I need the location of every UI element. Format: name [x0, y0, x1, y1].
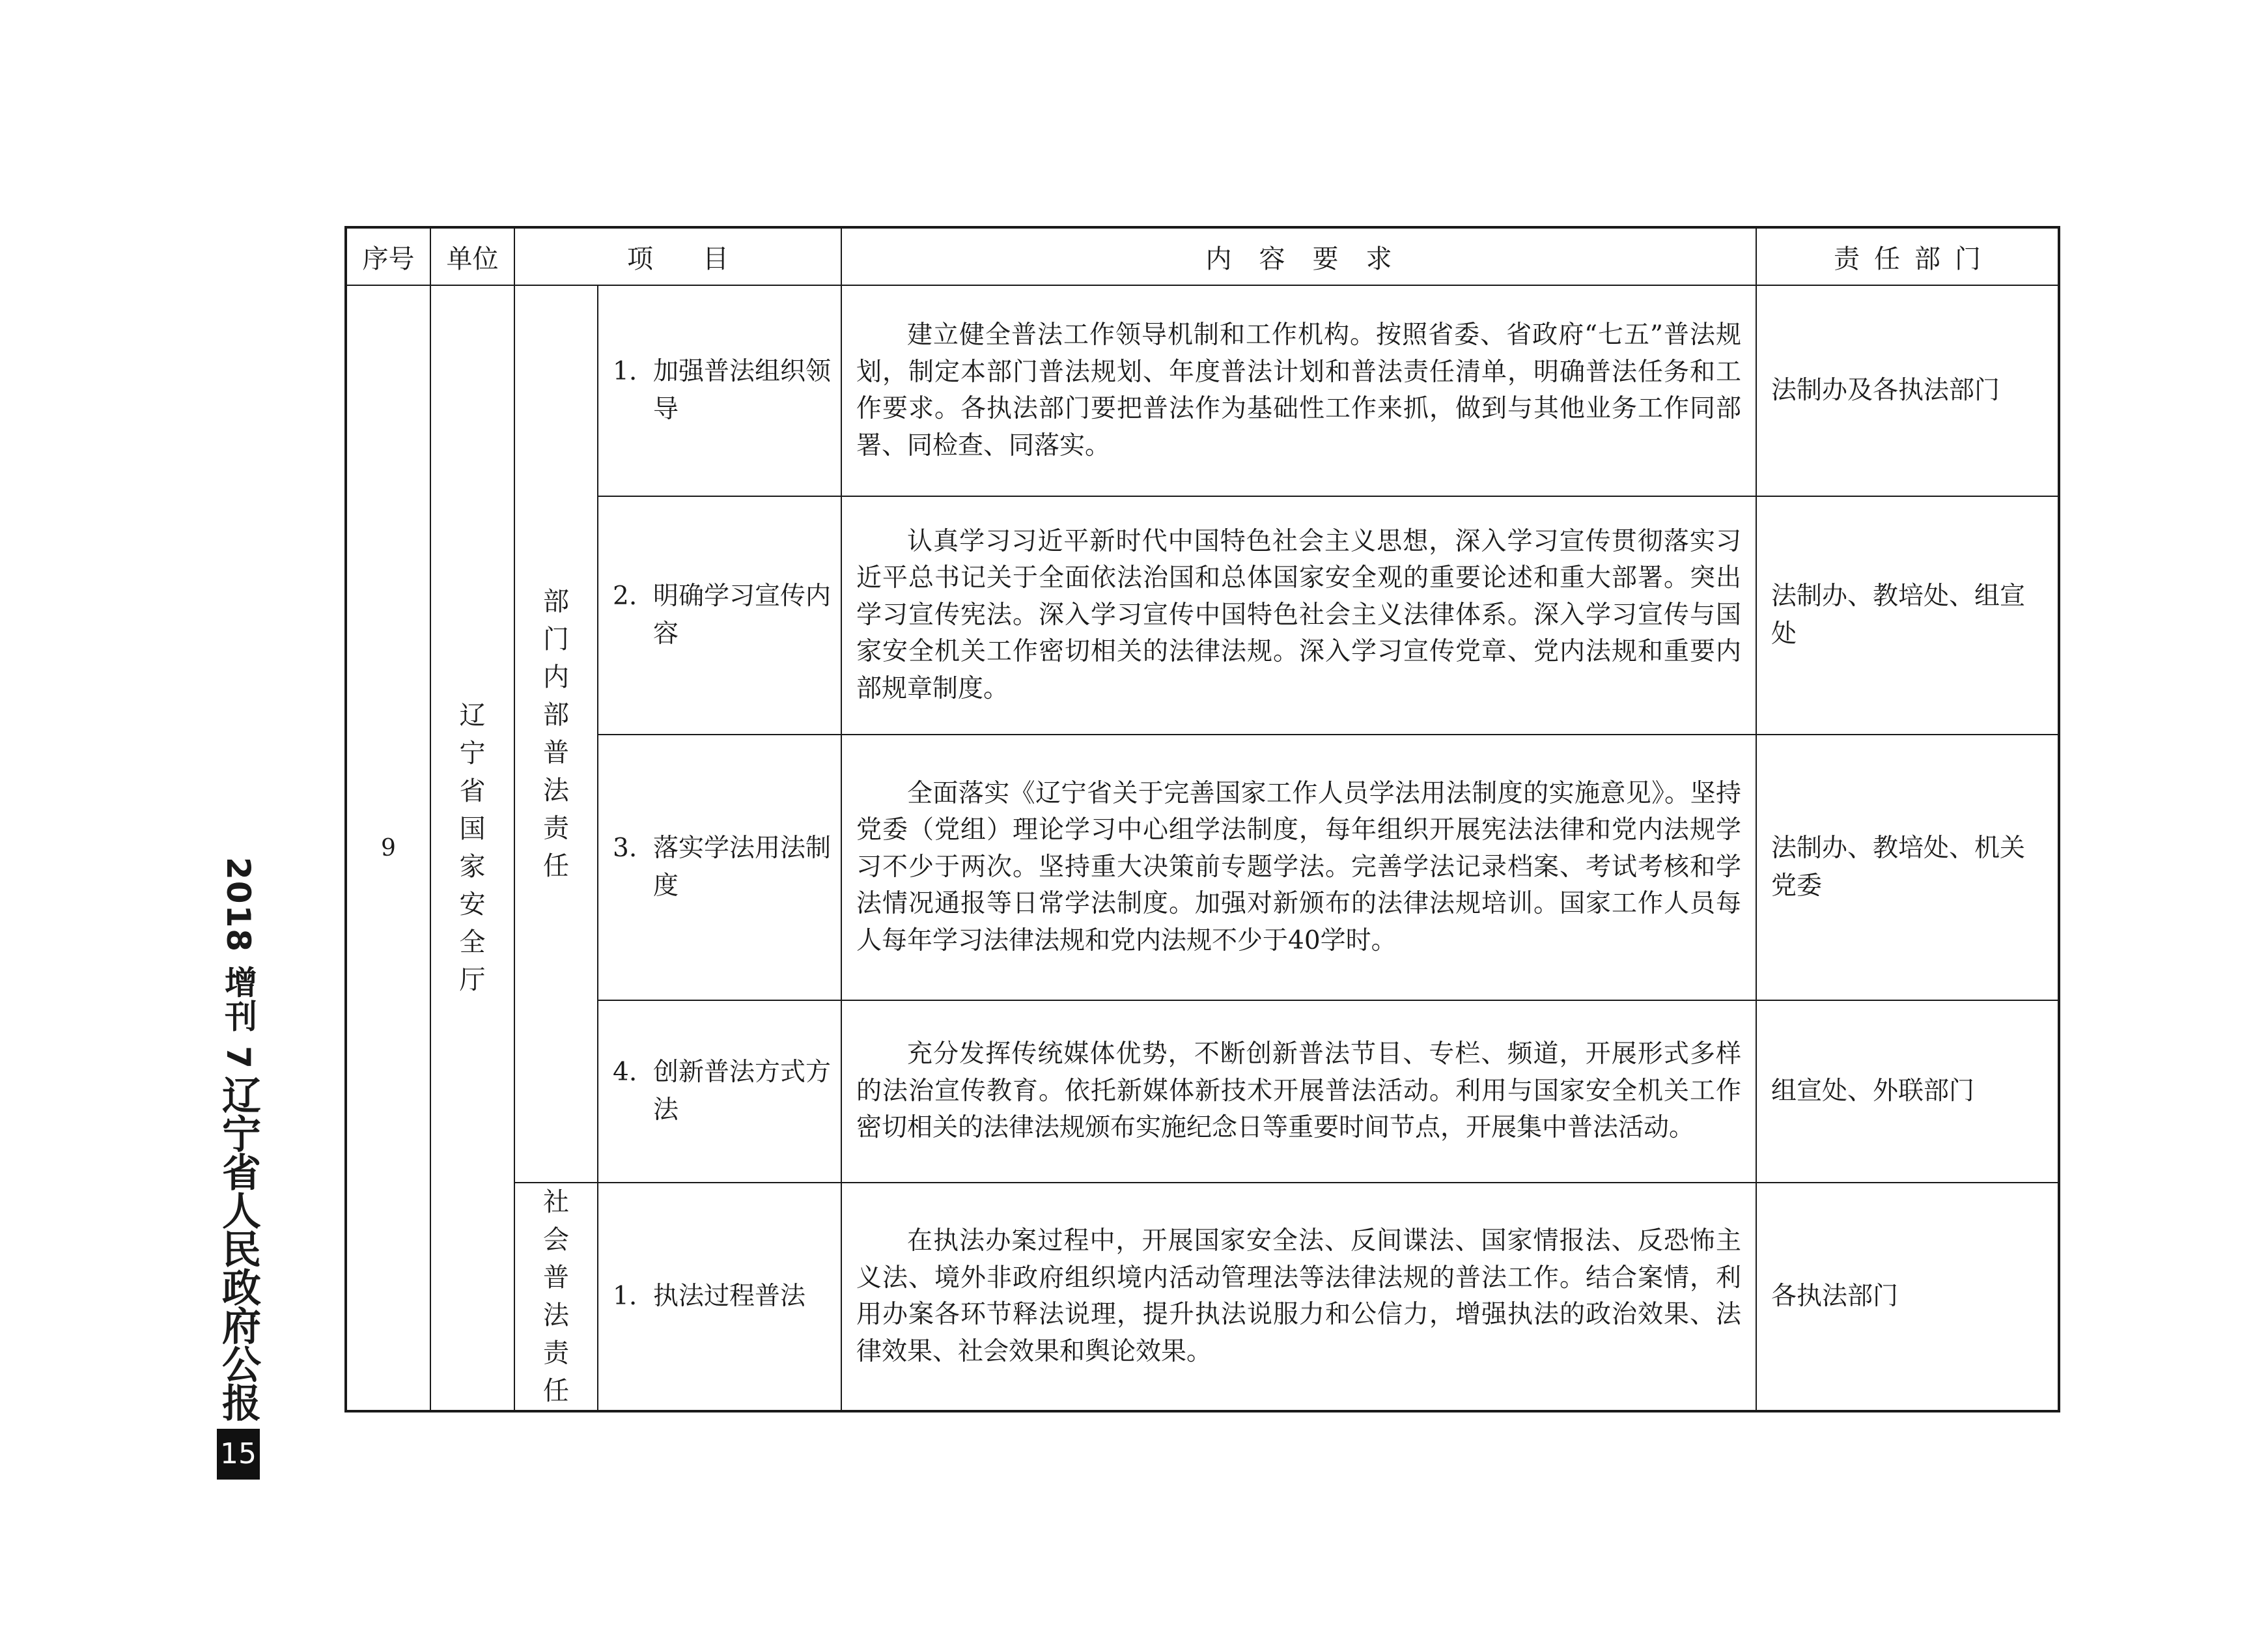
- dept-cell: 各执法部门: [1756, 1183, 2059, 1411]
- journal-side-label: [214, 857, 262, 1480]
- item-text: 落实学法用法制度: [653, 834, 832, 901]
- unit-cell: [430, 285, 514, 1411]
- item-cell: [598, 1000, 841, 1183]
- item-number: 3.: [613, 834, 637, 863]
- content-cell: [841, 1183, 1756, 1411]
- table-row: [346, 735, 2059, 1000]
- content-text: 全面落实《辽宁省关于完善国家工作人员学法用法制度的实施意见》。坚持党委（党组）理论学习中心组学法制度，每年组织开展宪法法律和党内法规学习不少于两次。坚持重大决策前专题学法。完善学法记录档案、考试考核和学法情况通报等日常学法制度。加强对新颁布的法律法规培训。国家工作人员每人每年学习法律法规和党内法规不少于40学时。: [856, 778, 1741, 955]
- table-header-row: [346, 227, 2059, 285]
- table-row: [346, 285, 2059, 496]
- header-content: 内容要求: [841, 227, 1756, 285]
- header-item: 项目: [514, 227, 841, 285]
- item-text: 创新普法方式方法: [653, 1058, 832, 1125]
- content-text: 认真学习习近平新时代中国特色社会主义思想，深入学习宣传贯彻落实习近平总书记关于全面依法治国和总体国家安全观的重要论述和重大部署。突出学习宣传宪法。深入学习宣传中国特色社会主义法律体系。深入学习宣传与国家安全机关工作密切相关的法律法规。深入学习宣传党章、党内法规和重要内部规章制度。: [856, 526, 1741, 703]
- item-cell: [598, 285, 841, 496]
- header-unit: 单位: [430, 227, 514, 285]
- item-number: 2.: [613, 582, 637, 611]
- content-table: [344, 226, 2060, 1412]
- content-cell: [841, 1000, 1756, 1183]
- category-cell-social: [514, 1183, 598, 1411]
- dept-cell: 法制办及各执法部门: [1756, 285, 2059, 496]
- dept-cell: 法制办、教培处、机关党委: [1756, 735, 2059, 1000]
- item-number: 4.: [613, 1058, 637, 1087]
- journal-title: 辽宁省人民政府公报: [216, 1075, 261, 1421]
- page-number: 15: [217, 1429, 260, 1480]
- content-cell: [841, 496, 1756, 735]
- content-text: 建立健全普法工作领导机制和工作机构。按照省委、省政府“七五”普法规划，制定本部门普法规划、年度普法计划和普法责任清单，明确普法任务和工作要求。各执法部门要把普法作为基础性工作来抓，做到与其他业务工作同部署、同检查、同落实。: [856, 320, 1741, 460]
- content-cell: [841, 285, 1756, 496]
- category-text: 部门内部普法责任: [543, 587, 569, 881]
- header-seq: 序号: [346, 227, 430, 285]
- header-dept: 责任部门: [1756, 227, 2059, 285]
- item-cell: [598, 735, 841, 1000]
- table-row: [346, 496, 2059, 735]
- category-text: 社会普法责任: [543, 1187, 569, 1406]
- dept-cell: 组宣处、外联部门: [1756, 1000, 2059, 1183]
- item-number: 1.: [613, 357, 637, 386]
- content-text: 在执法办案过程中，开展国家安全法、反间谍法、国家情报法、反恐怖主义法、境外非政府组织境内活动管理法等法律法规的普法工作。结合案情，利用办案各环节释法说理，提升执法说服力和公信力，增强执法的政治效果、法律效果、社会效果和舆论效果。: [856, 1226, 1741, 1366]
- seq-cell: 9: [346, 285, 430, 1411]
- item-text: 执法过程普法: [653, 1282, 806, 1311]
- unit-text: 辽宁省国家安全厅: [459, 701, 486, 995]
- item-text: 明确学习宣传内容: [653, 582, 832, 649]
- item-cell: [598, 1183, 841, 1411]
- dept-cell: 法制办、教培处、组宣处: [1756, 496, 2059, 735]
- item-text: 加强普法组织领导: [653, 357, 832, 424]
- content-text: 充分发挥传统媒体优势，不断创新普法节目、专栏、频道，开展形式多样的法治宣传教育。依托新媒体新技术开展普法活动。利用与国家安全机关工作密切相关的法律法规颁布实施纪念日等重要时间节点，开展集中普法活动。: [856, 1039, 1741, 1143]
- issue-label: 2018 增刊 7: [219, 857, 257, 1070]
- item-cell: [598, 496, 841, 735]
- item-number: 1.: [613, 1282, 637, 1311]
- table-row: [346, 1183, 2059, 1411]
- category-cell-internal: [514, 285, 598, 1183]
- content-cell: [841, 735, 1756, 1000]
- table-row: [346, 1000, 2059, 1183]
